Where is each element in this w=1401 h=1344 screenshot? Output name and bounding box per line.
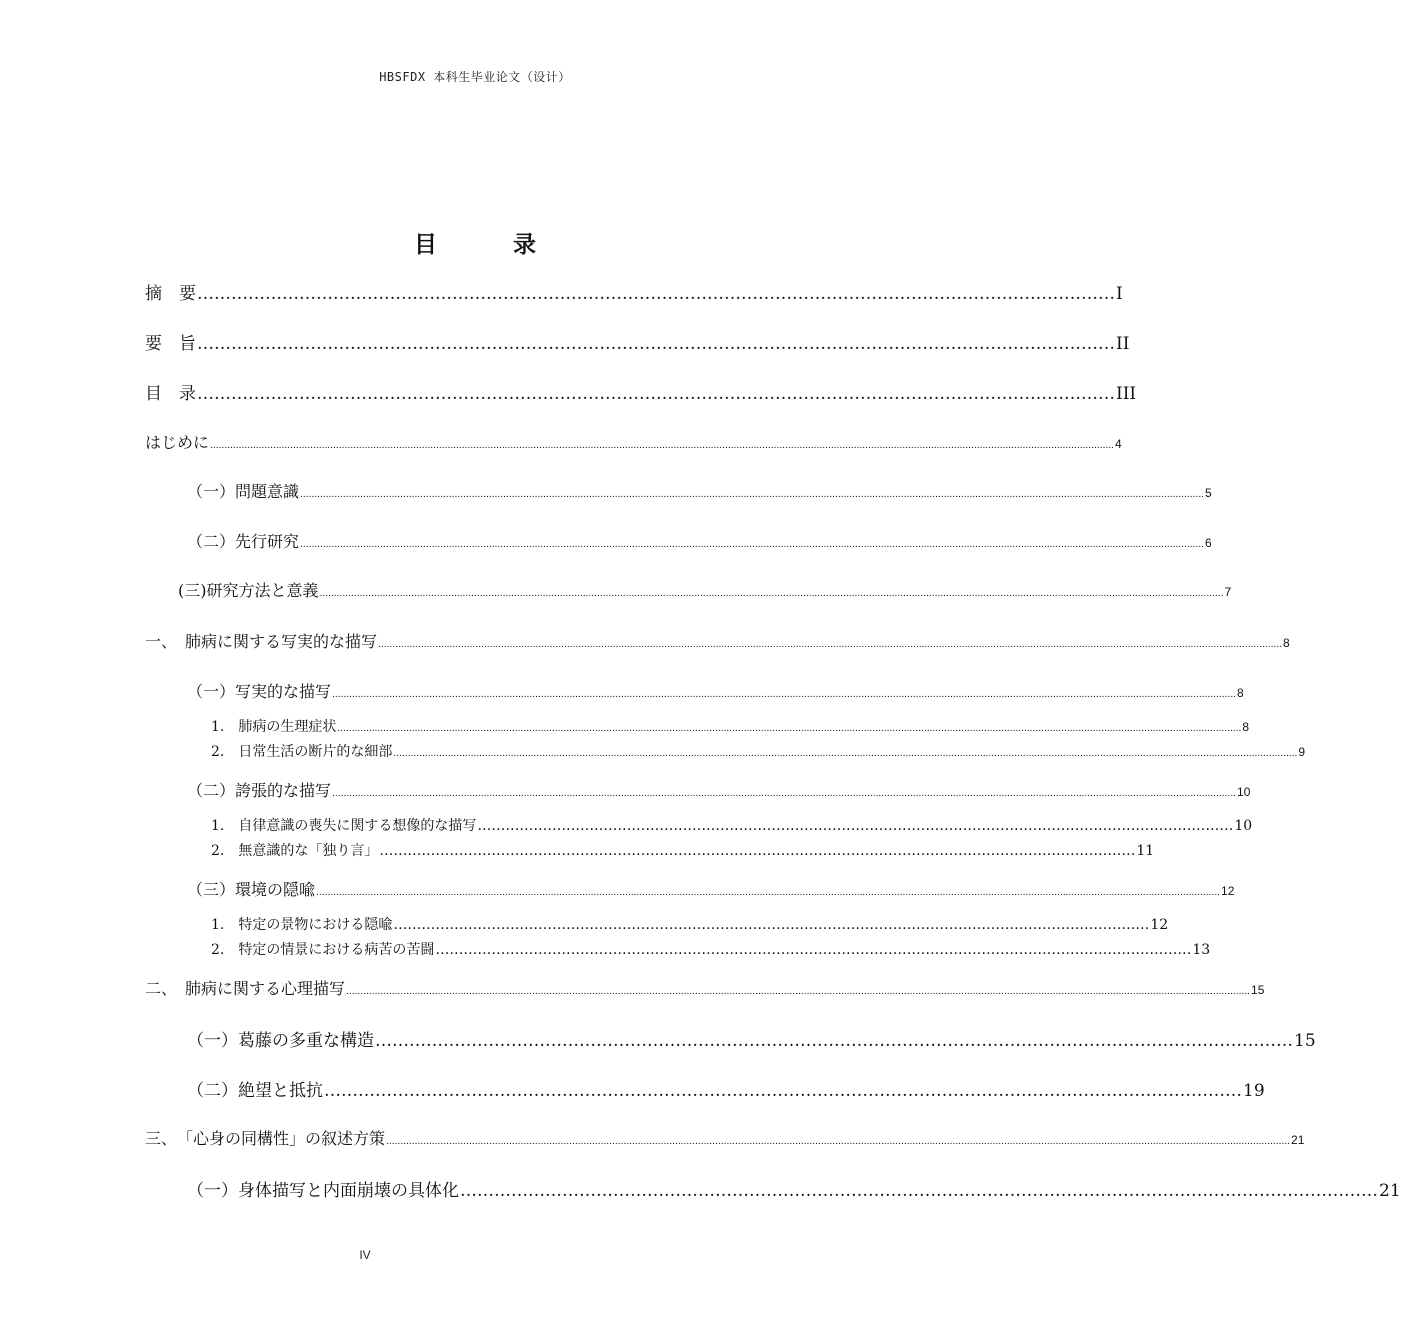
toc-leader-dots: ……………………………………………………………………………………………………………………………………………… xyxy=(197,334,1115,354)
toc-entry-page: II xyxy=(1116,334,1130,354)
toc-entry-page: 19 xyxy=(1243,1081,1265,1101)
toc-entry-label: 要 旨 xyxy=(145,334,196,354)
toc-leader-dots: ……………………………………………………………………………………………………………………………………………… xyxy=(375,1031,1293,1051)
toc-leader-dots: ............................................................................................................................................................................................................................................................................................................................ xyxy=(337,724,1242,734)
toc-entry-chapter-2[interactable] xyxy=(145,976,1265,999)
toc-entry-label: 三、 「心身の同構性」の叙述方策 xyxy=(145,1129,386,1148)
toc-leader-dots: ............................................................................................................................................................................................................................................................................................................................ xyxy=(332,690,1237,700)
toc-entry-label: 1. 肺病の生理症状 xyxy=(211,719,337,735)
toc-entry-2-2-2[interactable] xyxy=(211,840,1155,860)
toc-entry-page: 15 xyxy=(1251,983,1265,997)
toc-entry-page: 21 xyxy=(1379,1181,1401,1201)
toc-entry-contents[interactable] xyxy=(145,379,1137,404)
page-number: IV xyxy=(359,1248,371,1262)
toc-entry-label: 2. 無意識的な「独り言」 xyxy=(211,843,379,859)
toc-entry-2-1[interactable] xyxy=(187,679,1244,702)
toc-entry-2-1-1[interactable] xyxy=(211,716,1250,736)
toc-leader-dots: ............................................................................................................................................................................................................................................................................................................................ xyxy=(393,749,1298,759)
toc-entry-page: 12 xyxy=(1221,884,1235,898)
toc-leader-dots: ............................................................................................................................................................................................................................................................................................................................ xyxy=(332,789,1237,799)
toc-leader-dots: ……………………………………………………………………………………………………………………………………………… xyxy=(435,942,1192,958)
toc-entry-1-1[interactable] xyxy=(187,479,1212,502)
toc-entry-label: 二、 肺病に関する心理描写 xyxy=(145,979,346,998)
toc-entry-page: III xyxy=(1116,384,1137,404)
toc-entry-2-3[interactable] xyxy=(187,877,1235,900)
toc-entry-page: 5 xyxy=(1205,486,1212,500)
toc-leader-dots: ............................................................................................................................................................................................................................................................................................................................ xyxy=(378,640,1283,650)
toc-leader-dots: ............................................................................................................................................................................................................................................................................................................................ xyxy=(210,441,1115,451)
toc-entry-2-2[interactable] xyxy=(187,778,1251,801)
toc-leader-dots: ……………………………………………………………………………………………………………………………………………… xyxy=(379,843,1136,859)
toc-entry-label: （二）先行研究 xyxy=(187,532,300,551)
toc-entry-chapter-3[interactable] xyxy=(145,1126,1305,1149)
toc-entry-2-2-1[interactable] xyxy=(211,815,1253,835)
toc-entry-page: I xyxy=(1116,284,1123,304)
toc-entry-page: 8 xyxy=(1283,636,1290,650)
toc-leader-dots: ……………………………………………………………………………………………………………………………………………… xyxy=(197,284,1115,304)
toc-entry-page: 9 xyxy=(1298,745,1306,759)
toc-entry-2-3-2[interactable] xyxy=(211,939,1211,959)
toc-entry-page: 11 xyxy=(1136,843,1155,859)
toc-entry-4-1[interactable] xyxy=(187,1176,1401,1201)
toc-leader-dots: ............................................................................................................................................................................................................................................................................................................................ xyxy=(316,888,1221,898)
toc-entry-label: 1. 自律意識の喪失に関する想像的な描写 xyxy=(211,818,477,834)
toc-entry-page: 12 xyxy=(1150,917,1169,933)
toc-leader-dots: ……………………………………………………………………………………………………………………………………………… xyxy=(477,818,1234,834)
toc-entry-page: 21 xyxy=(1291,1133,1305,1147)
toc-entry-abstract[interactable] xyxy=(145,279,1123,304)
toc-leader-dots: ……………………………………………………………………………………………………………………………………………… xyxy=(393,917,1150,933)
toc-entry-1-2[interactable] xyxy=(187,529,1212,552)
toc-entry-label: はじめに xyxy=(145,433,210,452)
toc-entry-label: （二）誇張的な描写 xyxy=(187,781,332,800)
toc-entry-page: 8 xyxy=(1242,720,1250,734)
toc-leader-dots: ............................................................................................................................................................................................................................................................................................................................ xyxy=(346,987,1251,997)
toc-entry-3-1[interactable] xyxy=(187,1026,1316,1051)
toc-entry-label: 2. 特定の情景における病苦の苦闘 xyxy=(211,942,435,958)
toc-entry-label: 一、 肺病に関する写実的な描写 xyxy=(145,632,378,651)
toc-entry-label: 摘 要 xyxy=(145,284,196,304)
toc-title: 目 录 xyxy=(413,232,570,258)
toc-entry-label: （一）身体描写と内面崩壊の具体化 xyxy=(187,1181,459,1201)
toc-entry-label: （三）環境の隠喩 xyxy=(187,880,316,899)
toc-entry-page: 8 xyxy=(1237,686,1244,700)
toc-entry-label: 目 录 xyxy=(145,384,196,404)
toc-leader-dots: ……………………………………………………………………………………………………………………………………………… xyxy=(197,384,1115,404)
toc-entry-3-2[interactable] xyxy=(187,1076,1265,1101)
toc-leader-dots: ............................................................................................................................................................................................................................................................................................................................ xyxy=(319,589,1224,599)
toc-entry-introduction[interactable] xyxy=(145,430,1122,453)
toc-entry-page: 7 xyxy=(1224,585,1232,599)
toc-entry-label: （一）写実的な描写 xyxy=(187,682,332,701)
toc-entry-label: （一）葛藤の多重な構造 xyxy=(187,1031,374,1051)
toc-entry-label: 2. 日常生活の断片的な細部 xyxy=(211,744,393,760)
toc-entry-page: 6 xyxy=(1205,536,1212,550)
toc-entry-chapter-1[interactable] xyxy=(145,629,1290,652)
toc-entry-page: 10 xyxy=(1234,818,1253,834)
toc-entry-2-1-2[interactable] xyxy=(211,741,1306,761)
toc-leader-dots: ............................................................................................................................................................................................................................................................................................................................ xyxy=(300,490,1205,500)
toc-leader-dots: ……………………………………………………………………………………………………………………………………………… xyxy=(460,1181,1378,1201)
toc-entry-label: （二）絶望と抵抗 xyxy=(187,1081,323,1101)
toc-entry-page: 4 xyxy=(1115,437,1122,451)
toc-entry-1-3[interactable] xyxy=(178,578,1232,601)
document-header: HBSFDX 本科生毕业论文（设计） xyxy=(379,70,571,84)
toc-entry-page: 15 xyxy=(1294,1031,1316,1051)
toc-entry-page: 10 xyxy=(1237,785,1251,799)
toc-entry-label: (三)研究方法と意義 xyxy=(178,581,319,600)
toc-entry-label: 1. 特定の景物における隠喩 xyxy=(211,917,393,933)
toc-leader-dots: ............................................................................................................................................................................................................................................................................................................................ xyxy=(386,1137,1291,1147)
toc-entry-2-3-1[interactable] xyxy=(211,914,1169,934)
toc-entry-summary[interactable] xyxy=(145,329,1130,354)
toc-leader-dots: ............................................................................................................................................................................................................................................................................................................................ xyxy=(300,540,1205,550)
toc-entry-page: 13 xyxy=(1192,942,1211,958)
toc-entry-label: （一）問題意識 xyxy=(187,482,300,501)
toc-leader-dots: ……………………………………………………………………………………………………………………………………………… xyxy=(324,1081,1242,1101)
